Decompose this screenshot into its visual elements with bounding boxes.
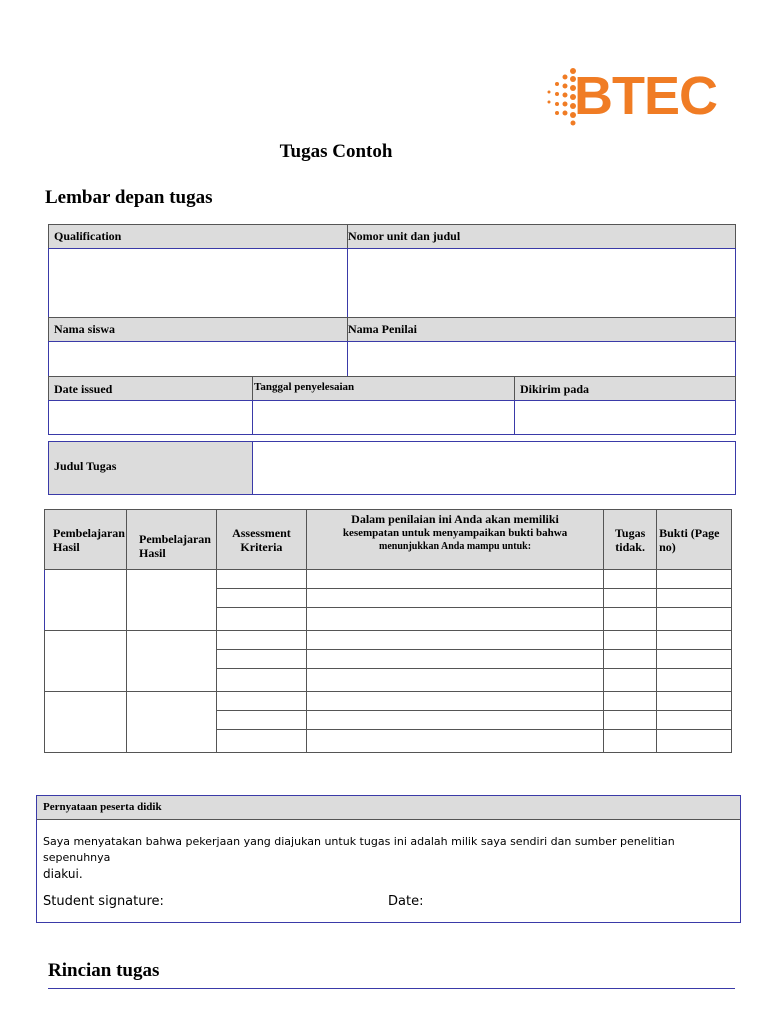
btec-logo	[540, 64, 735, 128]
logo-wordmark: BTEC	[574, 66, 717, 126]
criteria-cell[interactable]	[216, 730, 306, 753]
opportunity-cell[interactable]	[306, 631, 603, 650]
opportunity-header-line3: menunjukkan Anda mampu untuk:	[379, 541, 532, 552]
learning-outcome-header: Pembelajaran Hasil	[45, 510, 127, 570]
submitted-on-label: Dikirim pada	[514, 376, 736, 401]
opportunity-header	[306, 510, 603, 570]
evidence-header: Bukti (Page no)	[657, 510, 732, 570]
declaration-statement	[43, 834, 733, 882]
submitted-on-field[interactable]	[514, 400, 736, 435]
declaration-date-label: Date:	[388, 894, 424, 909]
criteria-header-row	[45, 510, 732, 570]
opportunity-cell[interactable]	[306, 692, 603, 711]
declaration-heading: Pernyataan peserta didik	[37, 796, 740, 820]
assessor-name-field[interactable]	[347, 341, 736, 377]
unit-label: Nomor unit dan judul	[347, 224, 736, 249]
criteria-cell[interactable]	[216, 631, 306, 650]
evidence-cell[interactable]	[657, 730, 732, 753]
task-cell[interactable]	[604, 650, 657, 669]
task-cell[interactable]	[604, 570, 657, 589]
assignment-title-label: Judul Tugas	[48, 441, 253, 495]
learning-outcome-cell[interactable]	[45, 570, 127, 631]
table-row	[45, 631, 732, 650]
cover-heading: Lembar depan tugas	[45, 187, 213, 208]
opportunity-header-line1: Dalam penilaian ini Anda akan memiliki	[351, 512, 559, 526]
evidence-cell[interactable]	[657, 711, 732, 730]
task-cell[interactable]	[604, 669, 657, 692]
task-cell[interactable]	[604, 692, 657, 711]
declaration-line2: diakui.	[43, 867, 83, 881]
completion-date-field[interactable]	[252, 400, 515, 435]
learning-outcome-2-header: Pembelajaran Hasil	[126, 510, 216, 570]
qualification-field[interactable]	[48, 248, 348, 318]
student-declaration	[36, 795, 741, 923]
table-row	[45, 692, 732, 711]
assessor-name-label: Nama Penilai	[347, 317, 736, 342]
details-heading: Rincian tugas	[48, 960, 160, 981]
evidence-cell[interactable]	[657, 669, 732, 692]
learning-outcome-2-cell[interactable]	[126, 570, 216, 631]
learning-outcome-cell[interactable]	[45, 692, 127, 753]
assessment-criteria-header: Assessment Kriteria	[216, 510, 306, 570]
learning-outcome-2-cell[interactable]	[126, 631, 216, 692]
task-cell[interactable]	[604, 711, 657, 730]
evidence-cell[interactable]	[657, 570, 732, 589]
declaration-line1: Saya menyatakan bahwa pekerjaan yang diajukan untuk tugas ini adalah milik saya sendiri dan sumber penelitian sepenuhnya	[43, 835, 675, 864]
criteria-table	[44, 509, 732, 753]
learning-outcome-2-cell[interactable]	[126, 692, 216, 753]
opportunity-cell[interactable]	[306, 570, 603, 589]
opportunity-cell[interactable]	[306, 669, 603, 692]
evidence-cell[interactable]	[657, 692, 732, 711]
criteria-cell[interactable]	[216, 570, 306, 589]
opportunity-header-line2: kesempatan untuk menyampaikan bukti bahwa	[342, 527, 568, 539]
criteria-cell[interactable]	[216, 589, 306, 608]
opportunity-cell[interactable]	[306, 730, 603, 753]
opportunity-cell[interactable]	[306, 711, 603, 730]
student-signature-label: Student signature:	[43, 894, 164, 909]
table-row	[45, 570, 732, 589]
task-cell[interactable]	[604, 608, 657, 631]
assignment-title-field[interactable]	[252, 441, 736, 495]
opportunity-cell[interactable]	[306, 650, 603, 669]
learning-outcome-cell[interactable]	[45, 631, 127, 692]
document-title: Tugas Contoh	[279, 141, 393, 162]
opportunity-cell[interactable]	[306, 608, 603, 631]
criteria-cell[interactable]	[216, 608, 306, 631]
task-cell[interactable]	[604, 730, 657, 753]
task-cell[interactable]	[604, 631, 657, 650]
criteria-cell[interactable]	[216, 711, 306, 730]
criteria-cell[interactable]	[216, 650, 306, 669]
opportunity-cell[interactable]	[306, 589, 603, 608]
qualification-label: Qualification	[48, 224, 348, 249]
criteria-cell[interactable]	[216, 692, 306, 711]
completion-date-label: Tanggal penyelesaian	[252, 376, 515, 401]
evidence-cell[interactable]	[657, 631, 732, 650]
student-name-field[interactable]	[48, 341, 348, 377]
task-number-header: Tugas tidak.	[604, 510, 657, 570]
evidence-cell[interactable]	[657, 608, 732, 631]
student-name-label: Nama siswa	[48, 317, 348, 342]
section-divider	[48, 988, 735, 989]
task-cell[interactable]	[604, 589, 657, 608]
date-issued-label: Date issued	[48, 376, 253, 401]
criteria-cell[interactable]	[216, 669, 306, 692]
evidence-cell[interactable]	[657, 650, 732, 669]
date-issued-field[interactable]	[48, 400, 253, 435]
evidence-cell[interactable]	[657, 589, 732, 608]
unit-field[interactable]	[347, 248, 736, 318]
